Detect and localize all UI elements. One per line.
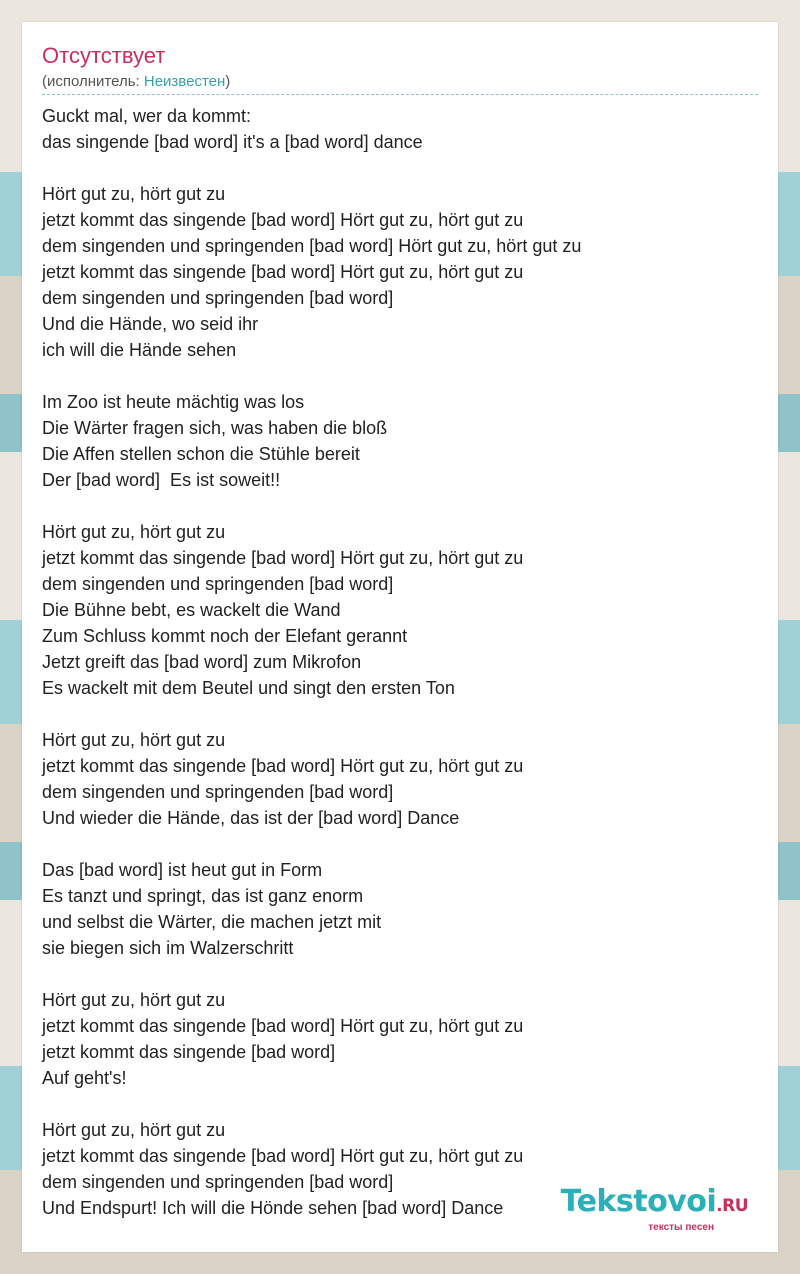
lyric-line: dem singenden und springenden [bad word] <box>42 1172 394 1192</box>
logo-name: Tekstovoi <box>560 1184 717 1219</box>
lyric-line: Die Bühne bebt, es wackelt die Wand <box>42 600 341 620</box>
lyric-line: Und Endspurt! Ich will die Hönde sehen [bad word] Dance <box>42 1198 504 1218</box>
lyric-line: Der [bad word] Es ist soweit!! <box>42 470 281 490</box>
lyric-line: und selbst die Wärter, die machen jetzt mit <box>42 912 382 932</box>
lyric-line: Hört gut zu, hört gut zu <box>42 522 226 542</box>
stanza-break <box>42 1091 758 1117</box>
lyric-line: Das [bad word] ist heut gut in Form <box>42 860 323 880</box>
lyric-line: jetzt kommt das singende [bad word] <box>42 1042 336 1062</box>
stanza-break <box>42 493 758 519</box>
lyric-line: Hört gut zu, hört gut zu <box>42 1120 226 1140</box>
lyric-line: Hört gut zu, hört gut zu <box>42 184 226 204</box>
lyric-line: Die Wärter fragen sich, was haben die bloß <box>42 418 388 438</box>
stanza-break <box>42 961 758 987</box>
stanza-break <box>42 363 758 389</box>
divider <box>42 94 758 95</box>
logo-tld: .RU <box>716 1196 748 1216</box>
lyric-line: Guckt mal, wer da kommt: <box>42 106 252 126</box>
lyric-line: Auf geht's! <box>42 1068 127 1088</box>
lyric-line: Es tanzt und springt, das ist ganz enorm <box>42 886 364 906</box>
lyric-line: Jetzt greift das [bad word] zum Mikrofon <box>42 652 362 672</box>
lyric-line: Und die Hände, wo seid ihr <box>42 314 259 334</box>
stanza-break <box>42 155 758 181</box>
lyric-line: Die Affen stellen schon die Stühle bereit <box>42 444 360 464</box>
song-title: Отсутствует <box>42 43 166 68</box>
artist-suffix: ) <box>225 73 231 90</box>
site-logo[interactable] <box>561 1186 748 1234</box>
lyric-line: Hört gut zu, hört gut zu <box>42 990 226 1010</box>
lyric-line: Hört gut zu, hört gut zu <box>42 730 226 750</box>
lyric-line: jetzt kommt das singende [bad word] Hört gut zu, hört gut zu <box>42 210 524 230</box>
artist-prefix: (исполнитель: <box>42 73 144 90</box>
lyric-line: Es wackelt mit dem Beutel und singt den ersten Ton <box>42 678 455 698</box>
logo-wordmark <box>561 1186 748 1222</box>
lyric-line: Und wieder die Hände, das ist der [bad word] Dance <box>42 808 460 828</box>
lyric-line: dem singenden und springenden [bad word] <box>42 574 394 594</box>
lyric-line: das singende [bad word] it's a [bad word] dance <box>42 132 423 152</box>
lyric-line: jetzt kommt das singende [bad word] Hört gut zu, hört gut zu <box>42 548 524 568</box>
lyric-line: Im Zoo ist heute mächtig was los <box>42 392 305 412</box>
lyric-line: dem singenden und springenden [bad word] Hört gut zu, hört gut zu <box>42 236 582 256</box>
lyric-line: jetzt kommt das singende [bad word] Hört gut zu, hört gut zu <box>42 1146 524 1166</box>
lyrics-card <box>22 22 778 1252</box>
artist-line <box>42 72 758 92</box>
logo-tagline: тексты песен <box>648 1222 714 1233</box>
lyrics-text <box>42 103 758 1221</box>
lyric-line: sie biegen sich im Walzerschritt <box>42 938 294 958</box>
lyric-line: jetzt kommt das singende [bad word] Hört gut zu, hört gut zu <box>42 1016 524 1036</box>
lyric-line: jetzt kommt das singende [bad word] Hört gut zu, hört gut zu <box>42 262 524 282</box>
lyric-line: Zum Schluss kommt noch der Elefant gerannt <box>42 626 408 646</box>
lyric-line: jetzt kommt das singende [bad word] Hört gut zu, hört gut zu <box>42 756 524 776</box>
lyric-line: dem singenden und springenden [bad word] <box>42 288 394 308</box>
artist-link[interactable]: Неизвестен <box>143 73 226 90</box>
lyric-line: dem singenden und springenden [bad word] <box>42 782 394 802</box>
stanza-break <box>42 831 758 857</box>
lyric-line: ich will die Hände sehen <box>42 340 237 360</box>
stanza-break <box>42 701 758 727</box>
